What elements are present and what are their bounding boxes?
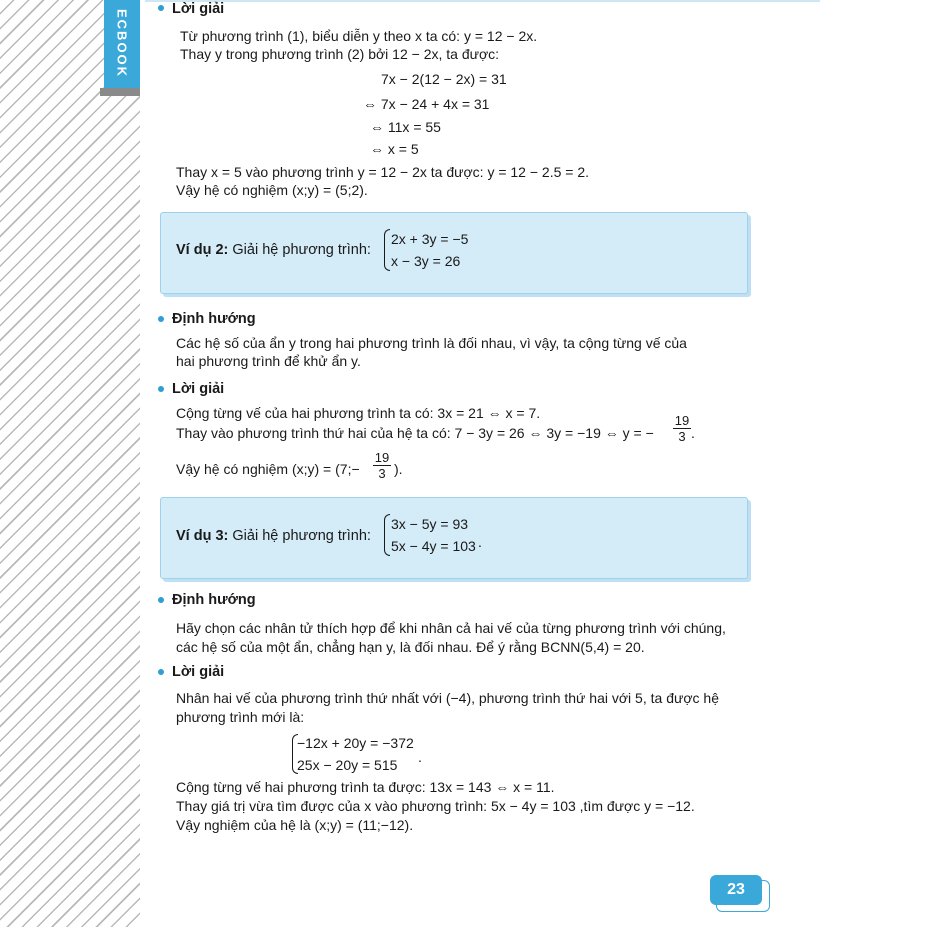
example-3-label: Ví dụ 3: bbox=[176, 528, 229, 544]
decorative-hatch-strip bbox=[0, 0, 140, 927]
top-rule bbox=[145, 0, 820, 2]
system-brace bbox=[384, 514, 390, 556]
heading-solution-1: Lời giải bbox=[172, 1, 225, 17]
text-line: Vậy hệ có nghiệm (x;y) = (7;− bbox=[176, 461, 360, 477]
heading-solution-3: Lời giải bbox=[172, 664, 225, 680]
text-line: các hệ số của một ẩn, chẳng hạn y, là đối nhau. Để ý rằng BCNN(5,4) = 20. bbox=[176, 639, 645, 655]
text-line: Thay x = 5 vào phương trình y = 12 − 2x ta được: y = 12 − 2.5 = 2. bbox=[176, 164, 590, 180]
text-line: Nhân hai vế của phương trình thứ nhất với (−4), phương trình thứ hai với 5, ta được hệ bbox=[176, 690, 719, 706]
system-equation: 3x − 5y = 93 bbox=[391, 516, 469, 532]
bullet-icon bbox=[158, 669, 164, 675]
text-line: hai phương trình để khử ẩn y. bbox=[176, 353, 361, 369]
bullet-icon bbox=[158, 316, 164, 322]
page-number: 23 bbox=[710, 875, 762, 905]
example-3-text: Giải hệ phương trình: bbox=[232, 528, 371, 544]
text-line: Thay vào phương trình thứ hai của hệ ta có: 7 − 3y = 26 ⇔ 3y = −19 ⇔ y = − bbox=[176, 425, 654, 441]
text-punct: ). bbox=[394, 461, 403, 477]
text-line: Vậy nghiệm của hệ là (x;y) = (11;−12). bbox=[176, 817, 414, 833]
fraction-denominator: 3 bbox=[378, 466, 386, 481]
equation-step: ⇔ x = 5 bbox=[370, 141, 419, 157]
heading-orientation-2: Định hướng bbox=[172, 311, 256, 327]
system-brace bbox=[384, 229, 390, 271]
text-line: Thay giá trị vừa tìm được của x vào phương trình: 5x − 4y = 103 ,tìm được y = −12. bbox=[176, 798, 695, 814]
text-punct: . bbox=[478, 534, 482, 550]
text-line: Cộng từng vế hai phương trình ta được: 13x = 143 ⇔ x = 11. bbox=[176, 779, 555, 795]
fraction bbox=[673, 413, 691, 444]
text-punct: . bbox=[418, 749, 422, 765]
fraction-numerator: 19 bbox=[374, 450, 390, 465]
text-line: Thay y trong phương trình (2) bởi 12 − 2x, ta được: bbox=[180, 46, 500, 62]
text-punct: . bbox=[691, 425, 695, 441]
text-line: Cộng từng vế của hai phương trình ta có: 3x = 21 ⇔ x = 7. bbox=[176, 405, 541, 421]
example-3-prompt bbox=[176, 527, 371, 545]
example-2-text: Giải hệ phương trình: bbox=[232, 242, 371, 258]
brand-logo-text: ECBOOK bbox=[114, 9, 130, 79]
system-equation: x − 3y = 26 bbox=[391, 253, 461, 269]
system-equation: 5x − 4y = 103 bbox=[391, 538, 476, 554]
example-2-label: Ví dụ 2: bbox=[176, 242, 229, 258]
system-equation: 25x − 20y = 515 bbox=[297, 757, 398, 773]
text-line: Vậy hệ có nghiệm (x;y) = (5;2). bbox=[176, 182, 368, 198]
brand-tab bbox=[104, 0, 140, 88]
equation-step: ⇔ 11x = 55 bbox=[370, 119, 441, 135]
bullet-icon bbox=[158, 597, 164, 603]
text-line: Các hệ số của ẩn y trong hai phương trình là đối nhau, vì vậy, ta cộng từng vế của bbox=[176, 335, 687, 351]
system-equation: −12x + 20y = −372 bbox=[297, 735, 414, 751]
fraction-denominator: 3 bbox=[678, 429, 686, 444]
text-line: phương trình mới là: bbox=[176, 709, 305, 725]
strip-divider bbox=[100, 88, 140, 96]
bullet-icon bbox=[158, 386, 164, 392]
text-line: Hãy chọn các nhân tử thích hợp để khi nhân cả hai vế của từng phương trình với chúng, bbox=[176, 620, 726, 636]
system-equation: 2x + 3y = −5 bbox=[391, 231, 469, 247]
equation-step: 7x − 2(12 − 2x) = 31 bbox=[381, 71, 507, 87]
example-2-prompt bbox=[176, 241, 371, 259]
fraction bbox=[373, 450, 391, 481]
equation-step: ⇔ 7x − 24 + 4x = 31 bbox=[363, 96, 490, 112]
fraction-numerator: 19 bbox=[674, 413, 690, 428]
bullet-icon bbox=[158, 5, 164, 11]
text-line: Từ phương trình (1), biểu diễn y theo x ta có: y = 12 − 2x. bbox=[180, 28, 538, 44]
heading-orientation-3: Định hướng bbox=[172, 592, 256, 608]
heading-solution-2: Lời giải bbox=[172, 381, 225, 397]
